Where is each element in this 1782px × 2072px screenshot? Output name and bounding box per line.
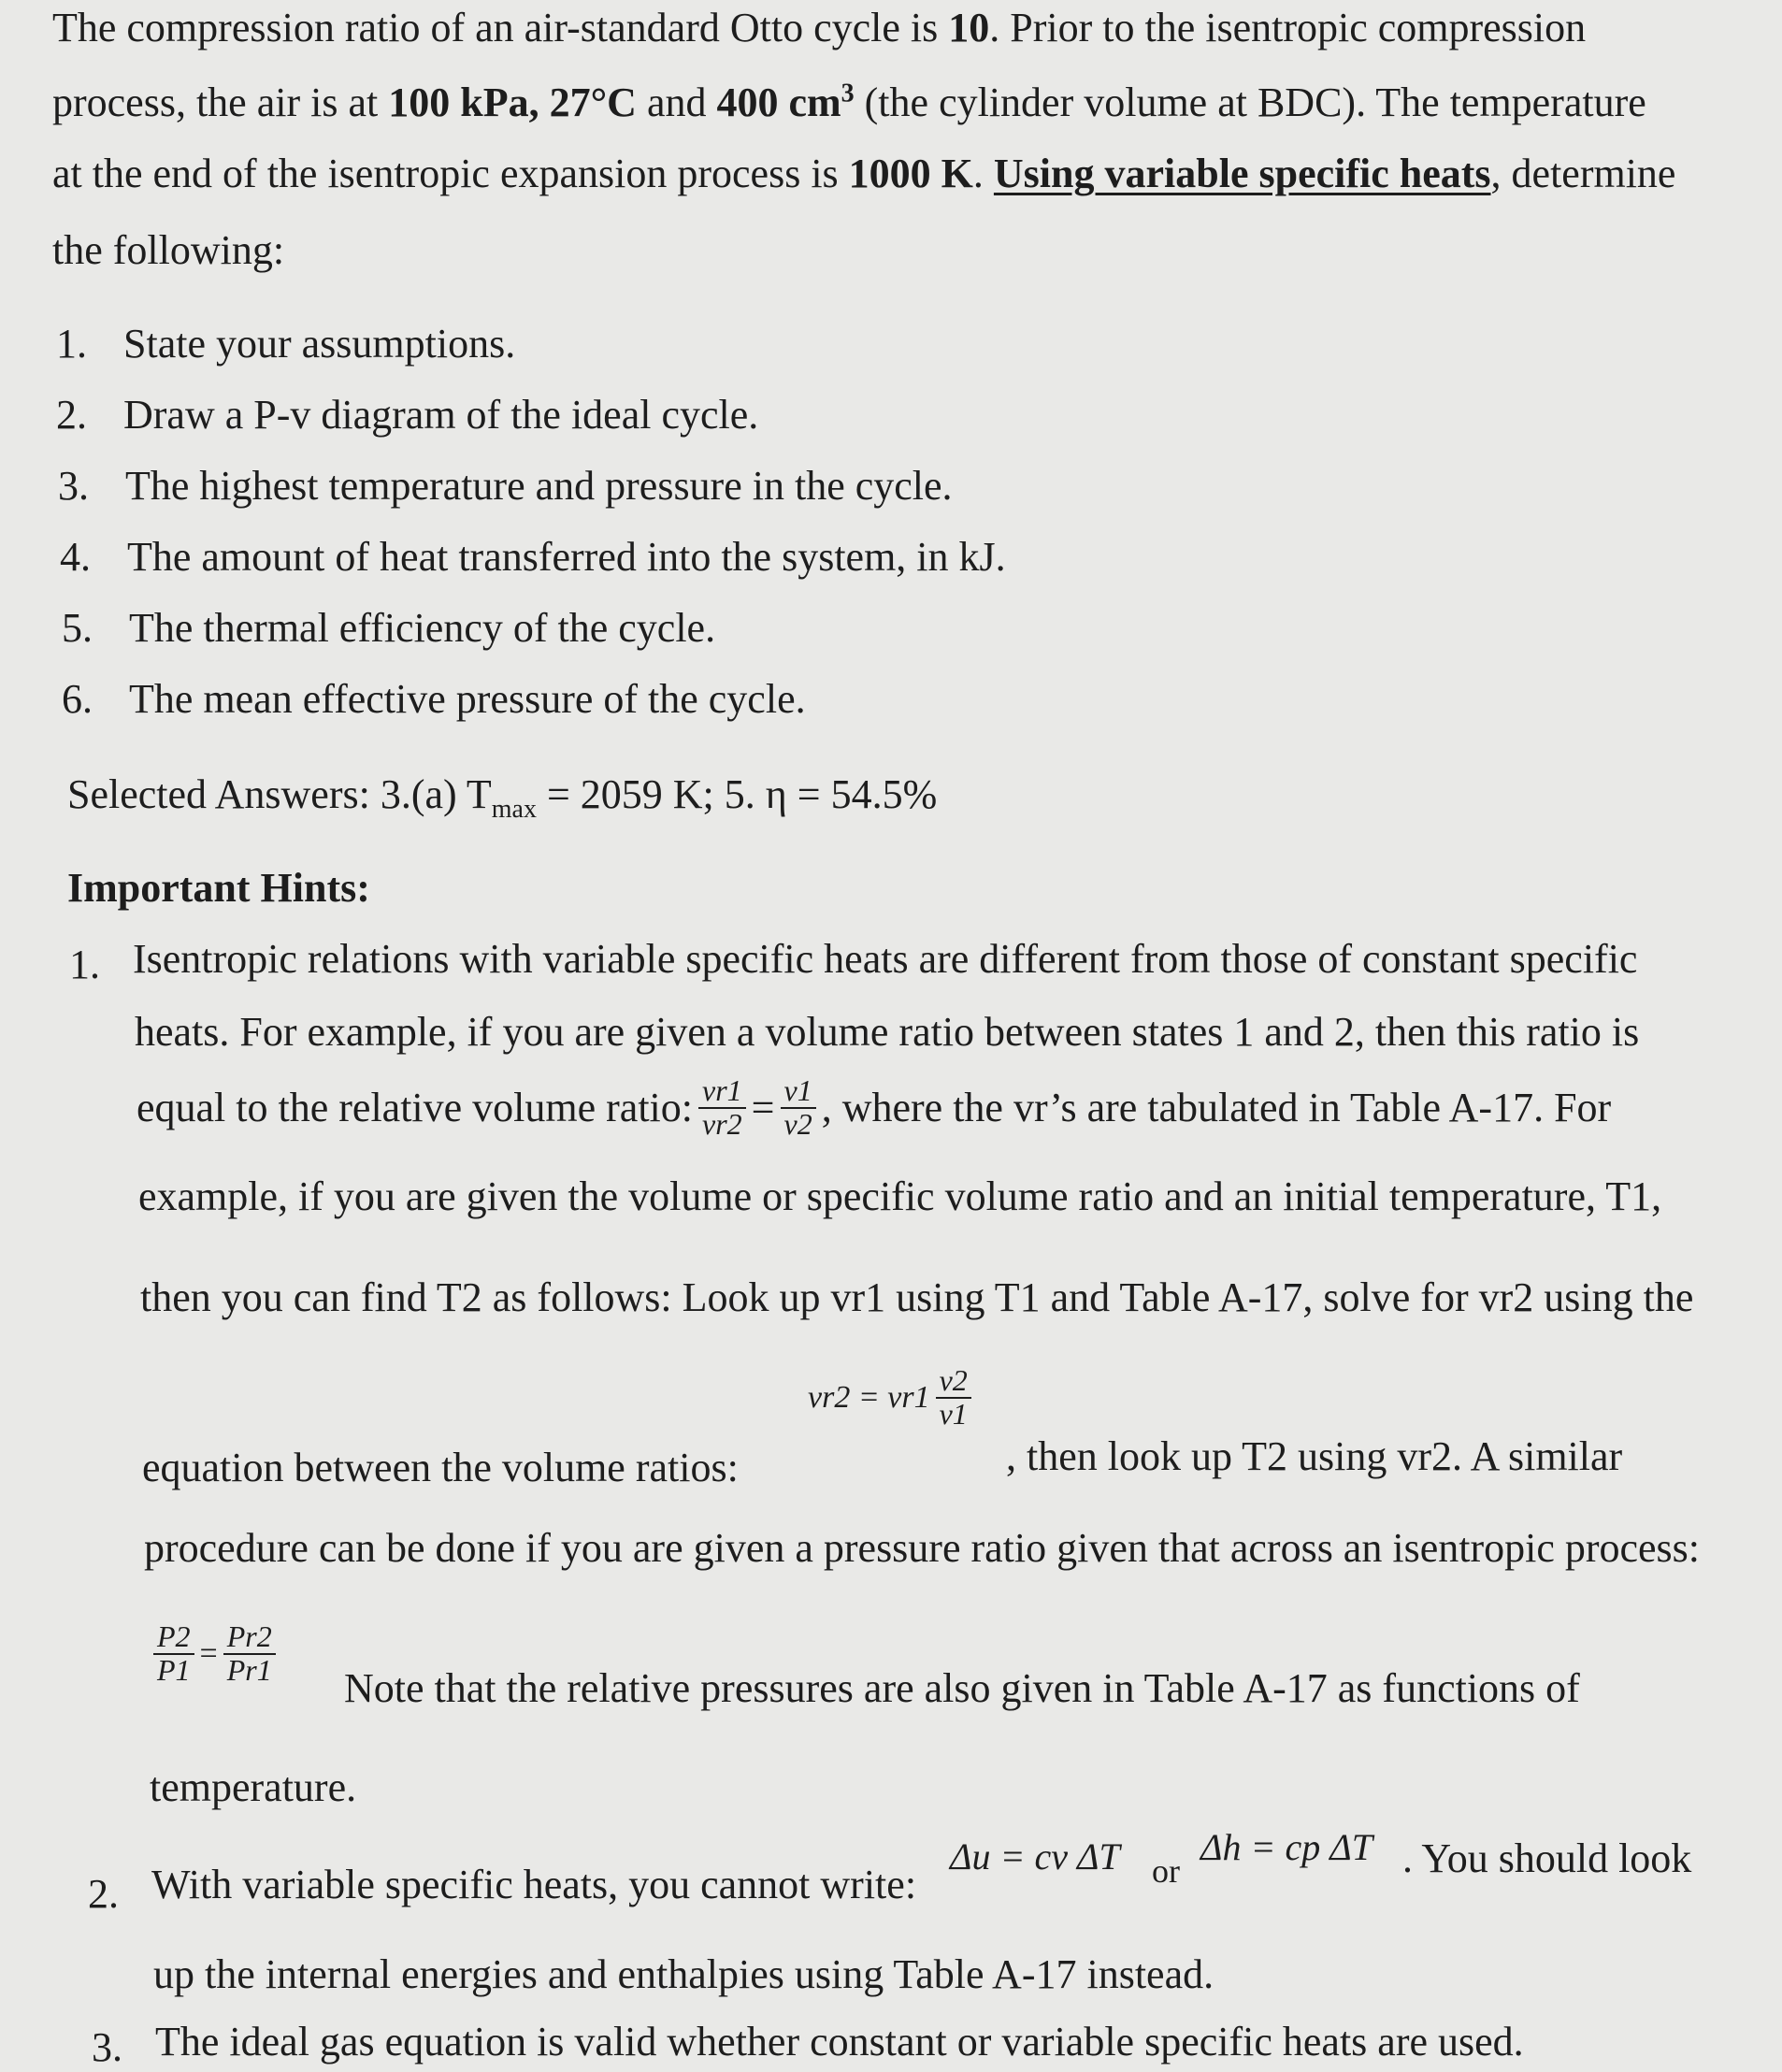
task-item: 4. The amount of heat transferred into the system, in kJ.: [60, 534, 1006, 580]
hint-1-line-7: procedure can be done if you are given a pressure ratio given that across an isentropic process:: [144, 1525, 1701, 1571]
problem-line-3: at the end of the isentropic expansion process is 1000 K. Using variable specific heats, determine: [52, 151, 1676, 196]
fraction-v2-v1: $\frac{v2}{v1}$: [936, 1365, 971, 1430]
task-item: 2. Draw a P-v diagram of the ideal cycle.: [56, 392, 759, 438]
hint-1-line-6b: , then look up T2 using vr2. A similar: [1006, 1433, 1623, 1479]
hint-1-line-2: heats. For example, if you are given a volume ratio between states 1 and 2, then this ratio is: [135, 1009, 1640, 1055]
fraction-v1-v2: $\frac{v1}{v2}$: [781, 1075, 816, 1140]
hint-3-line: The ideal gas equation is valid whether constant or variable specific heats are used.: [155, 2019, 1524, 2065]
selected-answers: Selected Answers: 3.(a) $T_{max} = 2059$ K; 5. η = 54.5%: [67, 771, 938, 824]
fraction-vr1-vr2: $\frac{vr1}{vr2}$: [698, 1075, 746, 1140]
hint-1-line-1: Isentropic relations with variable specific heats are different from those of constant specific: [133, 936, 1638, 982]
fraction-Pr2-Pr1: $\frac{Pr2}{Pr1}$: [223, 1621, 276, 1686]
hint-1-line-4: example, if you are given the volume or specific volume ratio and an initial temperature, T1,: [138, 1173, 1662, 1219]
hint-2-line-1b: . You should look: [1402, 1835, 1692, 1881]
hint-1-line-9: temperature.: [150, 1764, 357, 1810]
hint-1-line-8: Note that the relative pressures are also given in Table A-17 as functions of: [344, 1665, 1580, 1711]
equation-delta-u: Δu = cv ΔT: [950, 1835, 1120, 1878]
hint-2-number: 2.: [88, 1871, 119, 1917]
task-item: 6. The mean effective pressure of the cycle.: [62, 676, 806, 722]
or-text: or: [1152, 1852, 1180, 1890]
hint-2-line-2: up the internal energies and enthalpies using Table A-17 instead.: [153, 1951, 1214, 1997]
problem-line-4: the following:: [52, 227, 285, 273]
hint-1-line-3: equal to the relative volume ratio: $\frac{vr1}{vr2}$ = $\frac{v1}{v2}$ , where the vr’s are tabulated in Table A-17. For: [137, 1073, 1612, 1141]
hint-1-number: 1.: [69, 942, 100, 987]
task-item: 5. The thermal efficiency of the cycle.: [62, 605, 716, 651]
task-item: 3. The highest temperature and pressure in the cycle.: [58, 463, 953, 509]
equation-pressure-ratio: $\frac{P2}{P1}$ = $\frac{Pr2}{Pr1}$: [148, 1621, 281, 1686]
task-item: 1. State your assumptions.: [56, 321, 516, 367]
hints-title: Important Hints:: [67, 865, 370, 911]
hint-3-number: 3.: [92, 2024, 122, 2070]
equation-delta-h: Δh = cp ΔT: [1200, 1826, 1372, 1868]
hint-1-line-5: then you can find T2 as follows: Look up vr1 using T1 and Table A-17, solve for vr2 using the: [140, 1274, 1694, 1320]
equation-vr2: vr2 = vr1 $\frac{v2}{v1}$: [808, 1365, 977, 1430]
problem-line-2: process, the air is at 100 kPa, 27°C and 400 $cm^3$ (the cylinder volume at BDC). The temperature: [52, 79, 1646, 125]
fraction-P2-P1: $\frac{P2}{P1}$: [153, 1621, 194, 1686]
hint-2-line-1: With variable specific heats, you cannot write:: [151, 1862, 917, 1907]
hint-1-line-6a: equation between the volume ratios:: [142, 1445, 739, 1490]
problem-line-1: The compression ratio of an air-standard Otto cycle is 10. Prior to the isentropic compression: [52, 5, 1587, 50]
